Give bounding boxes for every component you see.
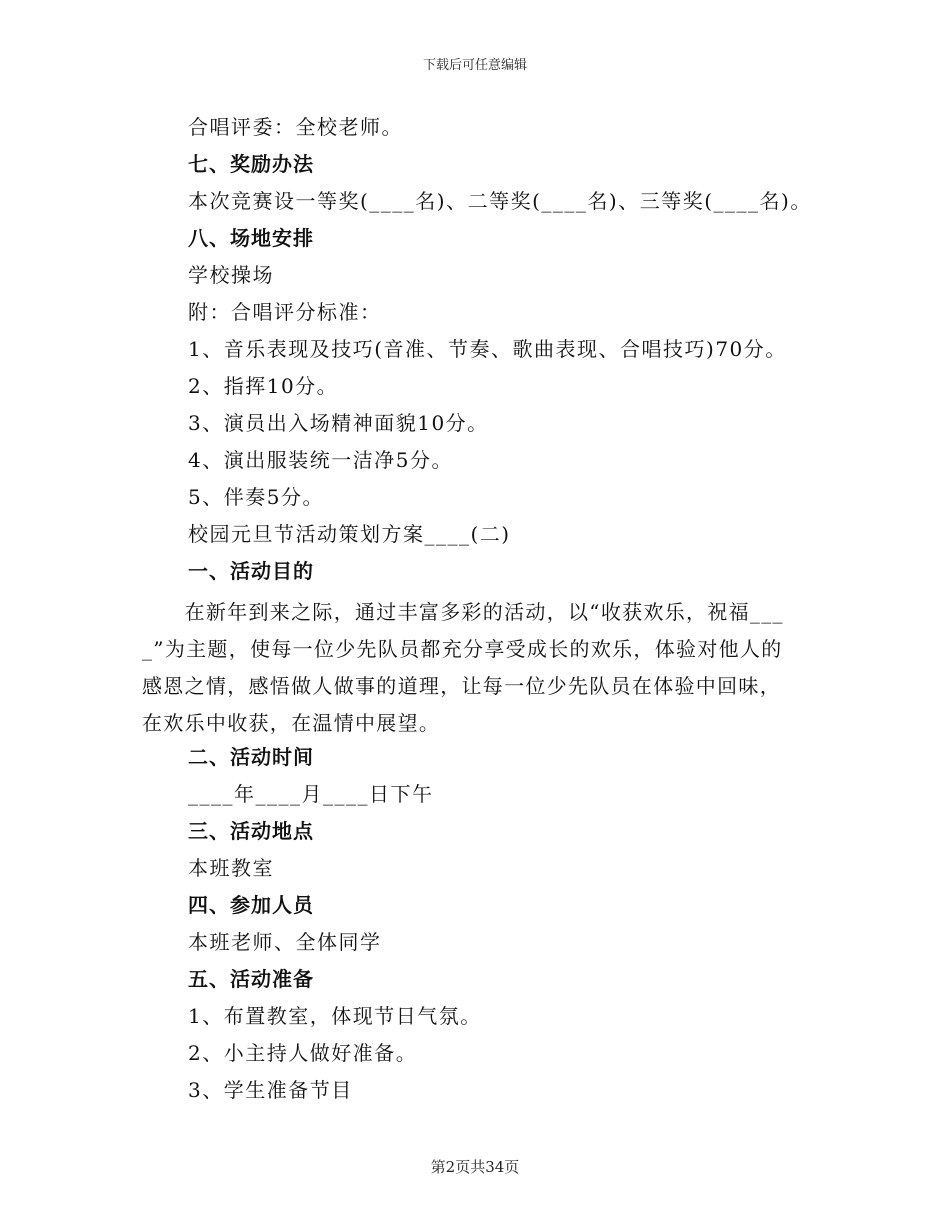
score-item-3: 3、演员出入场精神面貌10分。 bbox=[188, 411, 489, 435]
score-item-1: 1、音乐表现及技巧(音准、节奏、歌曲表现、合唱技巧)70分。 bbox=[188, 337, 787, 361]
purpose-line: 在新年到来之际，通过丰富多彩的活动，以“收获欢乐，祝福___ bbox=[142, 600, 784, 624]
score-item-2: 2、指挥10分。 bbox=[188, 374, 339, 398]
heading-venue: 八、场地安排 bbox=[188, 226, 314, 250]
heading-preparation: 五、活动准备 bbox=[188, 967, 314, 991]
text-line-date: ____年____月____日下午 bbox=[188, 782, 434, 806]
purpose-line: 感恩之情，感悟做人做事的道理，让每一位少先队员在体验中回味， bbox=[142, 674, 781, 698]
prep-item-3: 3、学生准备节目 bbox=[188, 1078, 353, 1102]
text-line-participants: 本班老师、全体同学 bbox=[188, 930, 382, 954]
score-item-5: 5、伴奏5分。 bbox=[188, 485, 324, 509]
text-line-appendix: 附：合唱评分标准： bbox=[188, 300, 382, 324]
heading-participants: 四、参加人员 bbox=[188, 893, 314, 917]
purpose-line: _”为主题，使每一位少先队员都充分享受成长的欢乐，体验对他人的 bbox=[142, 637, 783, 661]
heading-location: 三、活动地点 bbox=[188, 819, 314, 843]
prep-item-2: 2、小主持人做好准备。 bbox=[188, 1041, 418, 1065]
purpose-paragraph bbox=[142, 594, 812, 742]
text-line-location: 本班教室 bbox=[188, 856, 274, 880]
text-line-prizes: 本次竞赛设一等奖(____名)、二等奖(____名)、三等奖(____名)。 bbox=[188, 189, 812, 213]
page-header: 下载后可任意编辑 bbox=[422, 58, 527, 73]
heading-purpose: 一、活动目的 bbox=[188, 559, 314, 583]
purpose-line: 在欢乐中收获，在温情中展望。 bbox=[142, 711, 441, 735]
text-line-venue: 学校操场 bbox=[188, 263, 274, 287]
heading-rewards: 七、奖励办法 bbox=[188, 152, 314, 176]
section-title-plan-two: 校园元旦节活动策划方案____(二) bbox=[188, 522, 511, 546]
prep-item-1: 1、布置教室，体现节日气氛。 bbox=[188, 1004, 482, 1028]
heading-time: 二、活动时间 bbox=[188, 745, 314, 769]
score-item-4: 4、演出服装统一洁净5分。 bbox=[188, 448, 453, 472]
text-line-judges: 合唱评委：全校老师。 bbox=[188, 115, 403, 139]
page-footer-page-number: 第2页共34页 bbox=[430, 1158, 520, 1176]
